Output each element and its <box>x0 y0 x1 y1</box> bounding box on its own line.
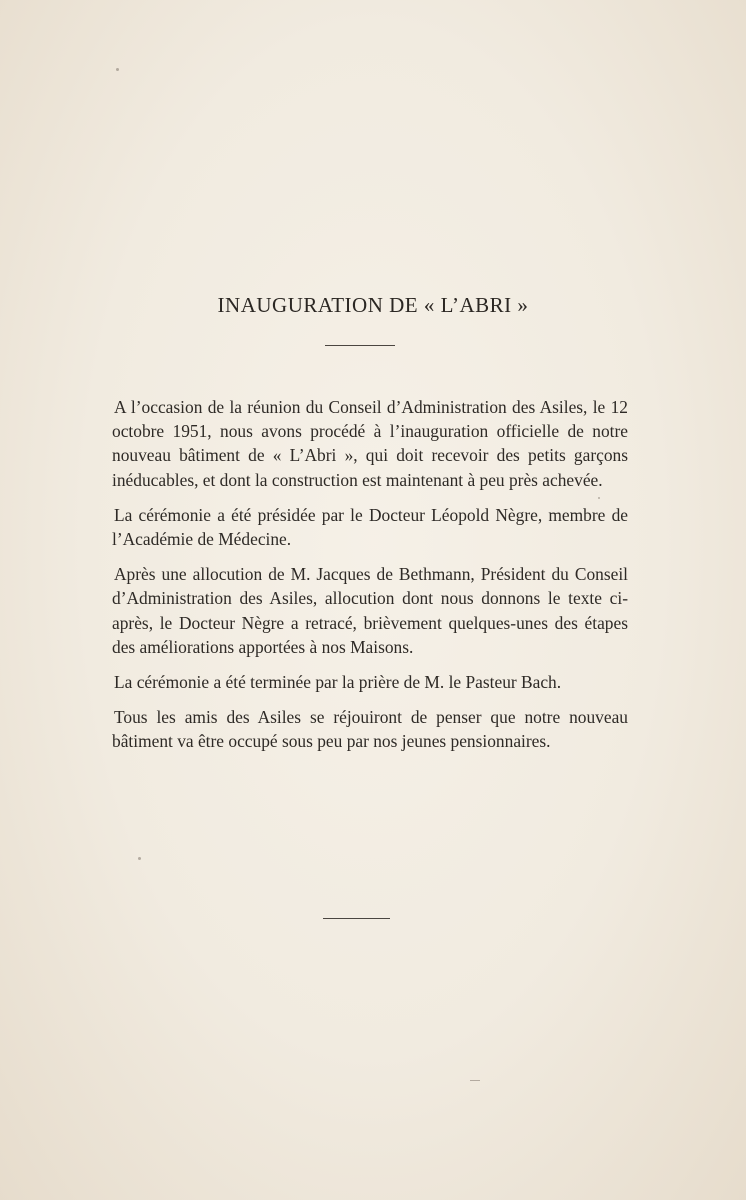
paragraph: La cérémonie a été terminée par la prière de M. le Pasteur Bach. <box>114 672 562 693</box>
paper-speck <box>116 68 119 71</box>
title-divider <box>325 345 395 346</box>
paper-speck <box>470 1080 480 1081</box>
paper-speck <box>138 857 141 860</box>
body-text <box>112 395 628 765</box>
paragraph: Après une allocution de M. Jacques de Bethmann, Président du Conseil d’Administration des Asiles, allocution dont nous donnons le texte ci-après, le Docteur Nègre a retracé, brièvement quelques-unes des étapes des améliorations apportées à nos Maisons. <box>112 564 628 657</box>
page-title: INAUGURATION DE « L’ABRI » <box>217 293 529 317</box>
paragraph: Tous les amis des Asiles se réjouiront de penser que notre nouveau bâtiment va être occupé sous peu par nos jeunes pensionnaires. <box>112 707 628 752</box>
paper-speck <box>598 497 600 499</box>
paragraph: La cérémonie a été présidée par le Docteur Léopold Nègre, membre de l’Académie de Médecine. <box>112 504 628 550</box>
paragraph: A l’occasion de la réunion du Conseil d’Administration des Asiles, le 12 octobre 1951, nous avons procédé à l’inauguration officielle de notre nouveau bâtiment de « L’Abri », qui doit recevoir des petits garçons inéducables, et dont la construction est maintenant à peu près achevée. <box>112 397 628 490</box>
end-divider <box>323 918 390 919</box>
